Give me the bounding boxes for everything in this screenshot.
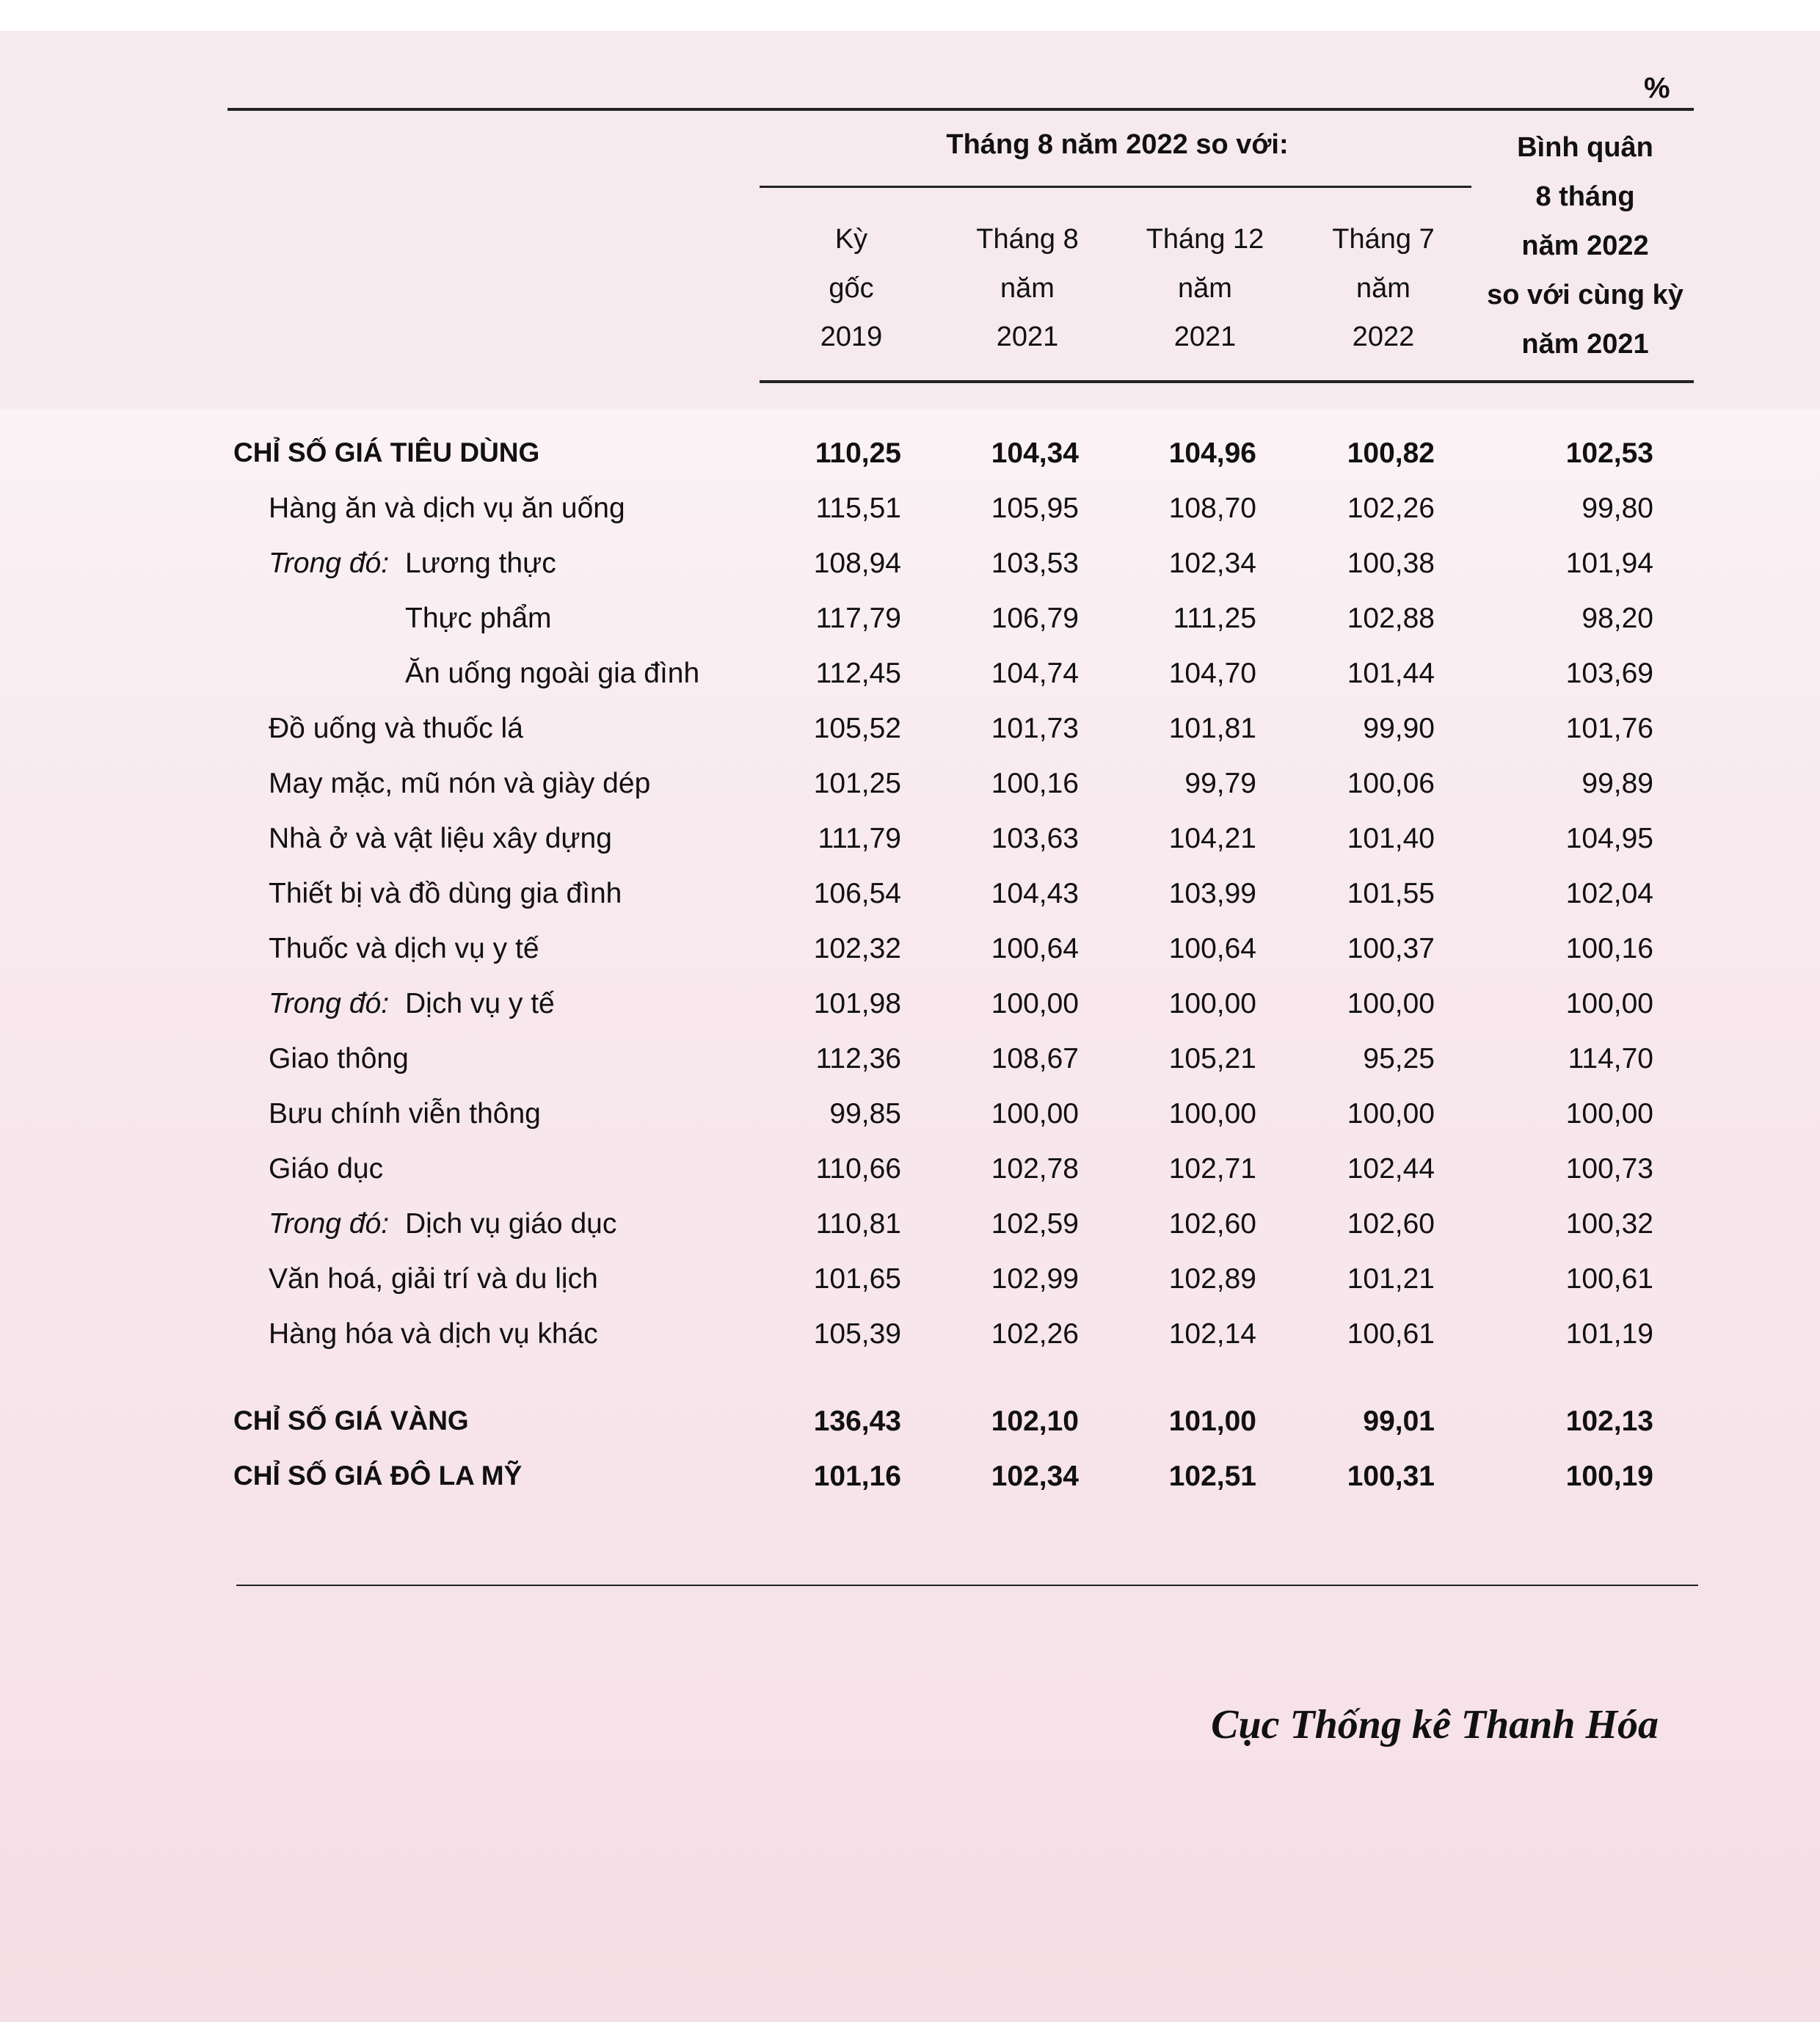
table-row (0, 768, 1820, 823)
row-value: 101,25 (813, 768, 901, 799)
row-prefix: Trong đó: (269, 988, 390, 1019)
table-row (0, 713, 1820, 768)
row-value: 102,89 (1168, 1263, 1256, 1295)
row-value: 101,00 (1168, 1405, 1256, 1437)
row-value: 102,53 (1565, 437, 1653, 469)
row-value: 104,96 (1168, 437, 1256, 469)
table-row (0, 1098, 1820, 1153)
table-row (0, 492, 1820, 548)
row-label: CHỈ SỐ GIÁ VÀNG (233, 1405, 469, 1436)
row-value: 104,21 (1168, 823, 1256, 854)
row-value: 104,43 (991, 878, 1079, 909)
row-value: 102,60 (1168, 1208, 1256, 1240)
row-value: 100,64 (1168, 933, 1256, 964)
row-value: 117,79 (815, 603, 901, 634)
table-row (0, 1153, 1820, 1208)
row-value: 101,44 (1347, 658, 1435, 689)
row-value: 100,16 (1565, 933, 1653, 964)
row-value: 100,32 (1565, 1208, 1653, 1240)
table-row (0, 1263, 1820, 1318)
table-row (0, 1208, 1820, 1263)
row-value: 108,70 (1168, 492, 1256, 524)
row-value: 100,00 (991, 988, 1079, 1019)
row-value: 102,26 (1347, 492, 1435, 524)
row-value: 101,21 (1347, 1263, 1435, 1295)
row-value: 102,59 (991, 1208, 1079, 1240)
row-value: 100,00 (1347, 1098, 1435, 1130)
row-value: 110,66 (815, 1153, 901, 1185)
row-label: Dịch vụ y tế (405, 988, 555, 1019)
row-value: 108,67 (991, 1043, 1079, 1074)
row-label: Giao thông (269, 1043, 409, 1074)
row-value: 112,36 (815, 1043, 901, 1074)
row-value: 100,16 (991, 768, 1079, 799)
unit-label: % (1644, 72, 1670, 104)
row-value: 102,78 (991, 1153, 1079, 1185)
row-value: 115,51 (815, 492, 901, 524)
row-value: 104,95 (1565, 823, 1653, 854)
row-label: Thuốc và dịch vụ y tế (269, 933, 539, 964)
row-value: 99,90 (1363, 713, 1435, 744)
row-label: Thực phẩm (405, 603, 552, 634)
row-value: 100,06 (1347, 768, 1435, 799)
row-value: 102,51 (1168, 1461, 1256, 1492)
row-value: 102,34 (1168, 548, 1256, 579)
row-label: Lương thực (405, 548, 556, 579)
row-label: CHỈ SỐ GIÁ ĐÔ LA MỸ (233, 1461, 523, 1491)
row-value: 100,00 (1565, 988, 1653, 1019)
row-label: Nhà ở và vật liệu xây dựng (269, 823, 612, 854)
group-rule (760, 186, 1471, 188)
row-label: Hàng ăn và dịch vụ ăn uống (269, 492, 625, 524)
row-value: 102,04 (1565, 878, 1653, 909)
row-value: 114,70 (1568, 1043, 1653, 1074)
header-bottom-rule (760, 380, 1694, 383)
row-value: 101,76 (1565, 713, 1653, 744)
row-label: Ăn uống ngoài gia đình (405, 658, 700, 689)
table-row (0, 603, 1820, 658)
row-value: 99,85 (829, 1098, 901, 1130)
row-value: 102,10 (991, 1405, 1079, 1437)
row-value: 100,64 (991, 933, 1079, 964)
row-value: 111,25 (1173, 603, 1256, 634)
row-value: 100,61 (1565, 1263, 1653, 1295)
row-value: 136,43 (813, 1405, 901, 1437)
row-value: 99,79 (1184, 768, 1256, 799)
row-value: 102,99 (991, 1263, 1079, 1295)
row-value: 101,16 (813, 1461, 901, 1492)
table-row (0, 658, 1820, 713)
table-bottom-rule (236, 1585, 1698, 1586)
row-prefix: Trong đó: (269, 1208, 390, 1240)
row-label: Văn hoá, giải trí và du lịch (269, 1263, 598, 1295)
row-value: 105,52 (813, 713, 901, 744)
row-value: 100,31 (1347, 1461, 1435, 1492)
row-label: Đồ uống và thuốc lá (269, 713, 523, 744)
row-value: 103,53 (991, 548, 1079, 579)
row-value: 101,81 (1168, 713, 1256, 744)
row-value: 112,45 (815, 658, 901, 689)
row-label: Thiết bị và đồ dùng gia đình (269, 878, 622, 909)
row-value: 105,95 (991, 492, 1079, 524)
row-value: 105,21 (1168, 1043, 1256, 1074)
row-value: 101,94 (1565, 548, 1653, 579)
row-value: 100,73 (1565, 1153, 1653, 1185)
row-value: 102,60 (1347, 1208, 1435, 1240)
row-value: 102,88 (1347, 603, 1435, 634)
row-value: 100,00 (1565, 1098, 1653, 1130)
row-label: Giáo dục (269, 1153, 384, 1185)
row-value: 100,00 (991, 1098, 1079, 1130)
row-value: 101,40 (1347, 823, 1435, 854)
row-value: 104,34 (991, 437, 1079, 469)
row-label: Dịch vụ giáo dục (405, 1208, 617, 1240)
row-value: 100,37 (1347, 933, 1435, 964)
row-value: 101,19 (1565, 1318, 1653, 1350)
row-label: May mặc, mũ nón và giày dép (269, 768, 651, 799)
row-value: 100,00 (1347, 988, 1435, 1019)
row-value: 100,82 (1347, 437, 1435, 469)
row-value: 103,63 (991, 823, 1079, 854)
top-rule (228, 108, 1694, 111)
row-value: 102,14 (1168, 1318, 1256, 1350)
row-value: 98,20 (1581, 603, 1653, 634)
row-value: 100,19 (1565, 1461, 1653, 1492)
row-value: 102,34 (991, 1461, 1079, 1492)
row-value: 99,01 (1363, 1405, 1435, 1437)
row-value: 102,32 (813, 933, 901, 964)
table-row (0, 1405, 1820, 1461)
row-prefix: Trong đó: (269, 548, 390, 579)
row-value: 106,79 (991, 603, 1079, 634)
row-label: Bưu chính viễn thông (269, 1098, 541, 1130)
row-value: 101,65 (813, 1263, 901, 1295)
row-value: 104,74 (991, 658, 1079, 689)
row-value: 102,71 (1168, 1153, 1256, 1185)
table-row (0, 823, 1820, 878)
row-value: 102,44 (1347, 1153, 1435, 1185)
row-value: 100,00 (1168, 988, 1256, 1019)
row-value: 101,98 (813, 988, 901, 1019)
row-label: Hàng hóa và dịch vụ khác (269, 1318, 598, 1350)
row-value: 110,25 (815, 437, 901, 469)
table-row (0, 878, 1820, 933)
table-row (0, 437, 1820, 492)
row-value: 95,25 (1363, 1043, 1435, 1074)
table-row (0, 933, 1820, 988)
table-row (0, 1318, 1820, 1373)
row-value: 103,99 (1168, 878, 1256, 909)
row-value: 102,26 (991, 1318, 1079, 1350)
row-value: 103,69 (1565, 658, 1653, 689)
row-value: 100,00 (1168, 1098, 1256, 1130)
signature-agency: Cục Thống kê Thanh Hóa (1211, 1702, 1659, 1748)
row-value: 110,81 (815, 1208, 901, 1240)
row-value: 100,38 (1347, 548, 1435, 579)
row-value: 101,73 (991, 713, 1079, 744)
row-label: CHỈ SỐ GIÁ TIÊU DÙNG (233, 437, 540, 468)
row-value: 102,13 (1565, 1405, 1653, 1437)
row-value: 106,54 (813, 878, 901, 909)
table-row (0, 1043, 1820, 1098)
row-value: 108,94 (813, 548, 901, 579)
group-title: Tháng 8 năm 2022 so với: (946, 129, 1289, 160)
row-value: 105,39 (813, 1318, 901, 1350)
row-value: 104,70 (1168, 658, 1256, 689)
table-row (0, 988, 1820, 1043)
row-value: 99,80 (1581, 492, 1653, 524)
row-value: 101,55 (1347, 878, 1435, 909)
table-row (0, 1461, 1820, 1516)
table-row (0, 548, 1820, 603)
row-value: 111,79 (818, 823, 901, 854)
row-value: 100,61 (1347, 1318, 1435, 1350)
row-value: 99,89 (1581, 768, 1653, 799)
